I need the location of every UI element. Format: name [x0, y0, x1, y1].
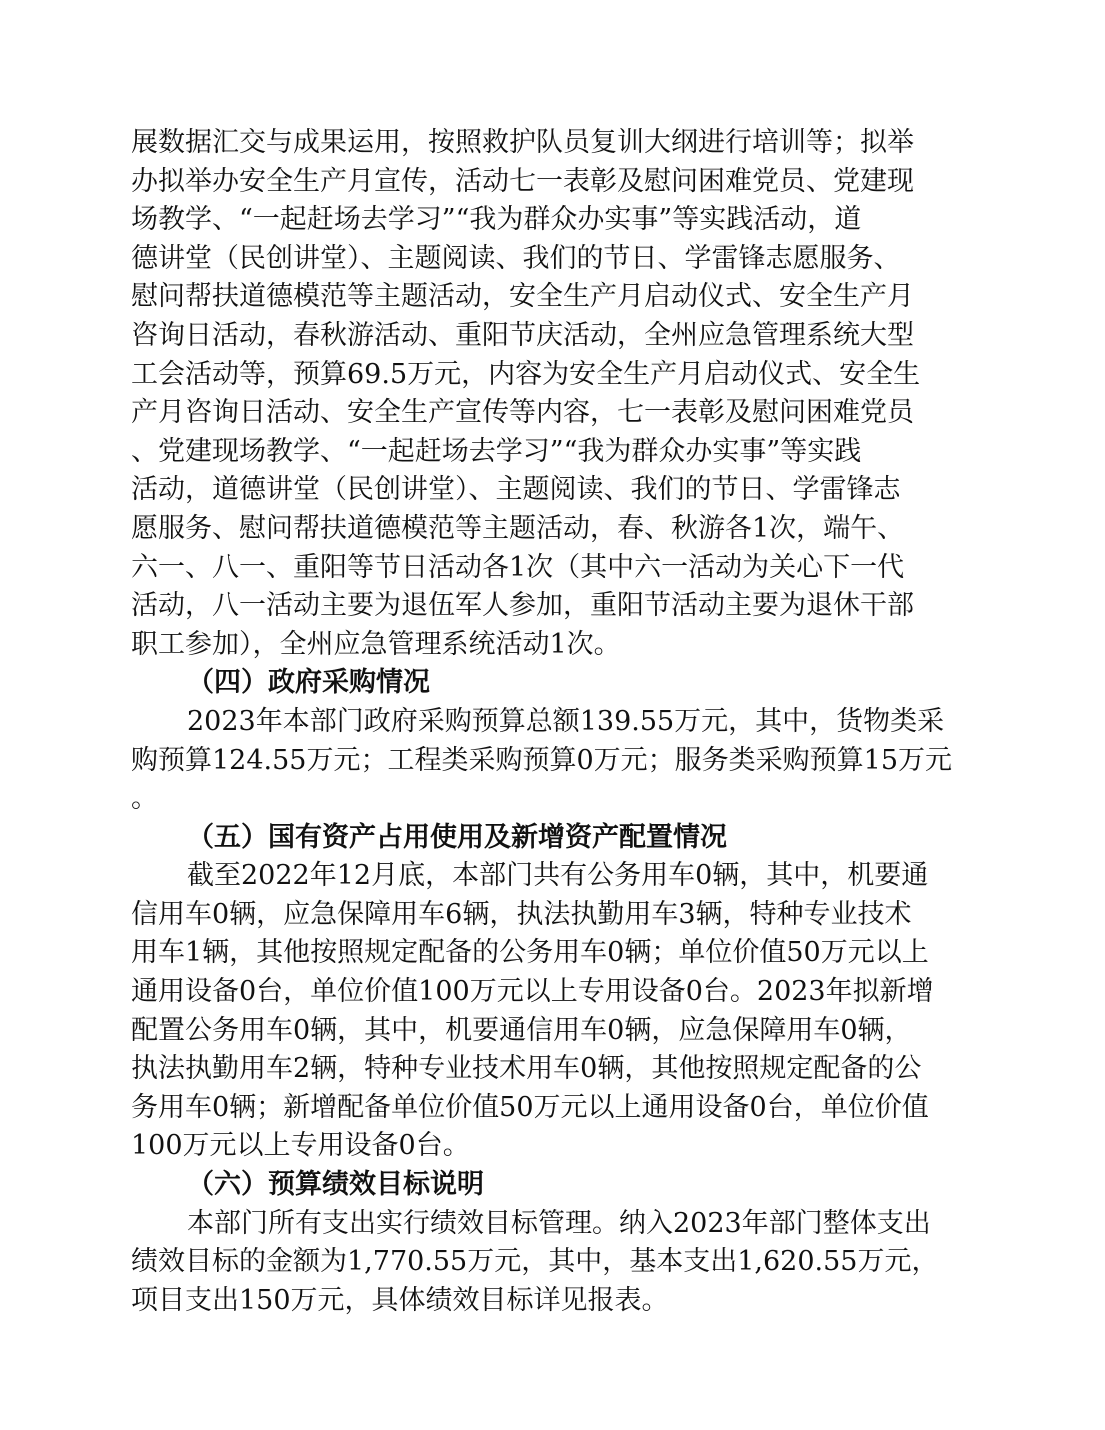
body-line: 通用设备0台，单位价值100万元以上专用设备0台。2023年拟新增	[131, 976, 934, 1008]
body-line: 办拟举办安全生产月宣传，活动七一表彰及慰问困难党员、党建现	[131, 165, 914, 197]
body-line: 愿服务、慰问帮扶道德模范等主题活动，春、秋游各1次，端午、	[131, 512, 905, 544]
body-line: 展数据汇交与成果运用，按照救护队员复训大纲进行培训等；拟举	[131, 127, 914, 158]
body-line: 职工参加），全州应急管理系统活动1次。	[131, 628, 621, 660]
body-line: 购预算124.55万元；工程类采购预算0万元；服务类采购预算15万元	[131, 744, 953, 776]
body-line: 绩效目标的金额为1,770.55万元，其中，基本支出1,620.55万元，	[131, 1246, 939, 1278]
body-line: 用车1辆，其他按照规定配备的公务用车0辆；单位价值50万元以上	[131, 937, 929, 969]
body-line: 务用车0辆；新增配备单位价值50万元以上通用设备0台，单位价值	[131, 1091, 929, 1123]
body-line: 、党建现场教学、“一起赶场去学习”“我为群众办实事”等实践	[131, 435, 862, 467]
body-line: 慰问帮扶道德模范等主题活动，安全生产月启动仪式、安全生产月	[131, 281, 914, 313]
body-line: 截至2022年12月底，本部门共有公务用车0辆，其中，机要通	[187, 860, 929, 892]
body-line: 2023年本部门政府采购预算总额139.55万元，其中，货物类采	[187, 705, 945, 737]
body-line: 场教学、“一起赶场去学习”“我为群众办实事”等实践活动，道	[131, 204, 862, 236]
body-line: 信用车0辆，应急保障用车6辆，执法执勤用车3辆，特种专业技术	[131, 898, 912, 930]
body-line: 活动，道德讲堂（民创讲堂）、主题阅读、我们的节日、学雷锋志	[131, 474, 901, 506]
body-line: 。	[131, 783, 158, 815]
section-heading-assets: （五）国有资产占用使用及新增资产配置情况	[187, 821, 727, 853]
body-line: 本部门所有支出实行绩效目标管理。纳入2023年部门整体支出	[187, 1207, 931, 1239]
body-line: 产月咨询日活动、安全生产宣传等内容，七一表彰及慰问困难党员	[131, 397, 914, 429]
body-line: 咨询日活动，春秋游活动、重阳节庆活动，全州应急管理系统大型	[131, 319, 914, 351]
body-line: 执法执勤用车2辆，特种专业技术用车0辆，其他按照规定配备的公	[131, 1053, 922, 1085]
section-heading-performance: （六）预算绩效目标说明	[187, 1169, 484, 1201]
body-line: 100万元以上专用设备0台。	[131, 1130, 470, 1162]
section-heading-procurement: （四）政府采购情况	[187, 667, 430, 699]
body-line: 配置公务用车0辆，其中，机要通信用车0辆，应急保障用车0辆，	[131, 1014, 912, 1046]
body-line: 工会活动等，预算69.5万元，内容为安全生产月启动仪式、安全生	[131, 358, 921, 390]
document-body	[131, 124, 977, 1320]
body-line: 项目支出150万元，具体绩效目标详见报表。	[131, 1284, 669, 1316]
body-line: 活动，八一活动主要为退伍军人参加，重阳节活动主要为退休干部	[131, 590, 914, 622]
body-line: 德讲堂（民创讲堂）、主题阅读、我们的节日、学雷锋志愿服务、	[131, 242, 901, 274]
body-line: 六一、八一、重阳等节日活动各1次（其中六一活动为关心下一代	[131, 551, 905, 583]
